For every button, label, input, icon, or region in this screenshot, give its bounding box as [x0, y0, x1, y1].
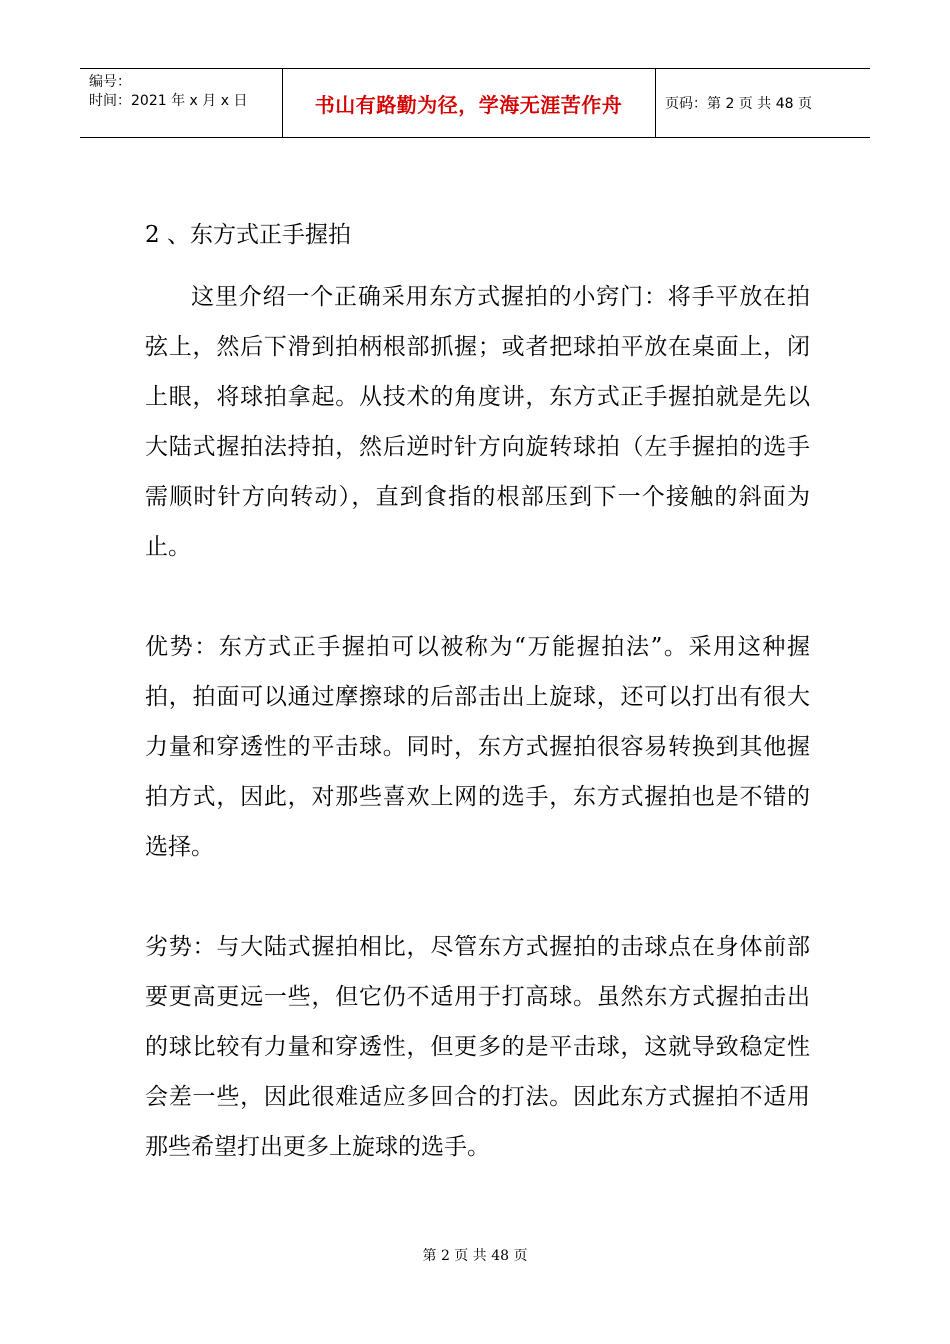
paragraph-spacer — [145, 872, 810, 922]
header-divider — [655, 69, 656, 137]
header-meta — [89, 73, 247, 111]
header-page-info: 页码：第 2 页 共 48 页 — [665, 96, 812, 112]
page-header — [80, 68, 870, 138]
date-label: 时间：2021 年 x 月 x 日 — [89, 93, 248, 109]
paragraph-disadvantages: 劣势：与大陆式握拍相比，尽管东方式握拍的击球点在身体前部要更高更远一些，但它仍不适用于打高球。虽然东方式握拍击出的球比较有力量和穿透性，但更多的是平击球，这就导致稳定性会差一些，因此很难适应多回合的打法。因此东方式握拍不适用那些希望打出更多上旋球的选手。 — [145, 934, 810, 1160]
paragraph-advantages: 优势：东方式正手握拍可以被称为“万能握拍法”。采用这种握拍，拍面可以通过摩擦球的后部击出上旋球，还可以打出有很大力量和穿透性的平击球。同时，东方式握拍很容易转换到其他握拍方式，因此，对那些喜欢上网的选手，东方式握拍也是不错的选择。 — [145, 634, 810, 860]
document-body — [145, 210, 810, 1172]
header-motto: 书山有路勤为径，学海无涯苦作舟 — [314, 92, 623, 117]
paragraph-intro: 这里介绍一个正确采用东方式握拍的小窍门：将手平放在拍弦上，然后下滑到拍柄根部抓握；或者把球拍平放在桌面上，闭上眼，将球拍拿起。从技术的角度讲，东方式正手握拍就是先以大陆式握拍法持拍，然后逆时针方向旋转球拍（左手握拍的选手需顺时针方向转动），直到食指的根部压到下一个接触的斜面为止。 — [145, 284, 810, 560]
doc-number-label: 编号： — [89, 74, 131, 90]
page-footer: 第 2 页 共 48 页 — [422, 1248, 528, 1264]
paragraph-spacer — [145, 572, 810, 622]
section-heading: 2 、东方式正手握拍 — [145, 222, 351, 248]
